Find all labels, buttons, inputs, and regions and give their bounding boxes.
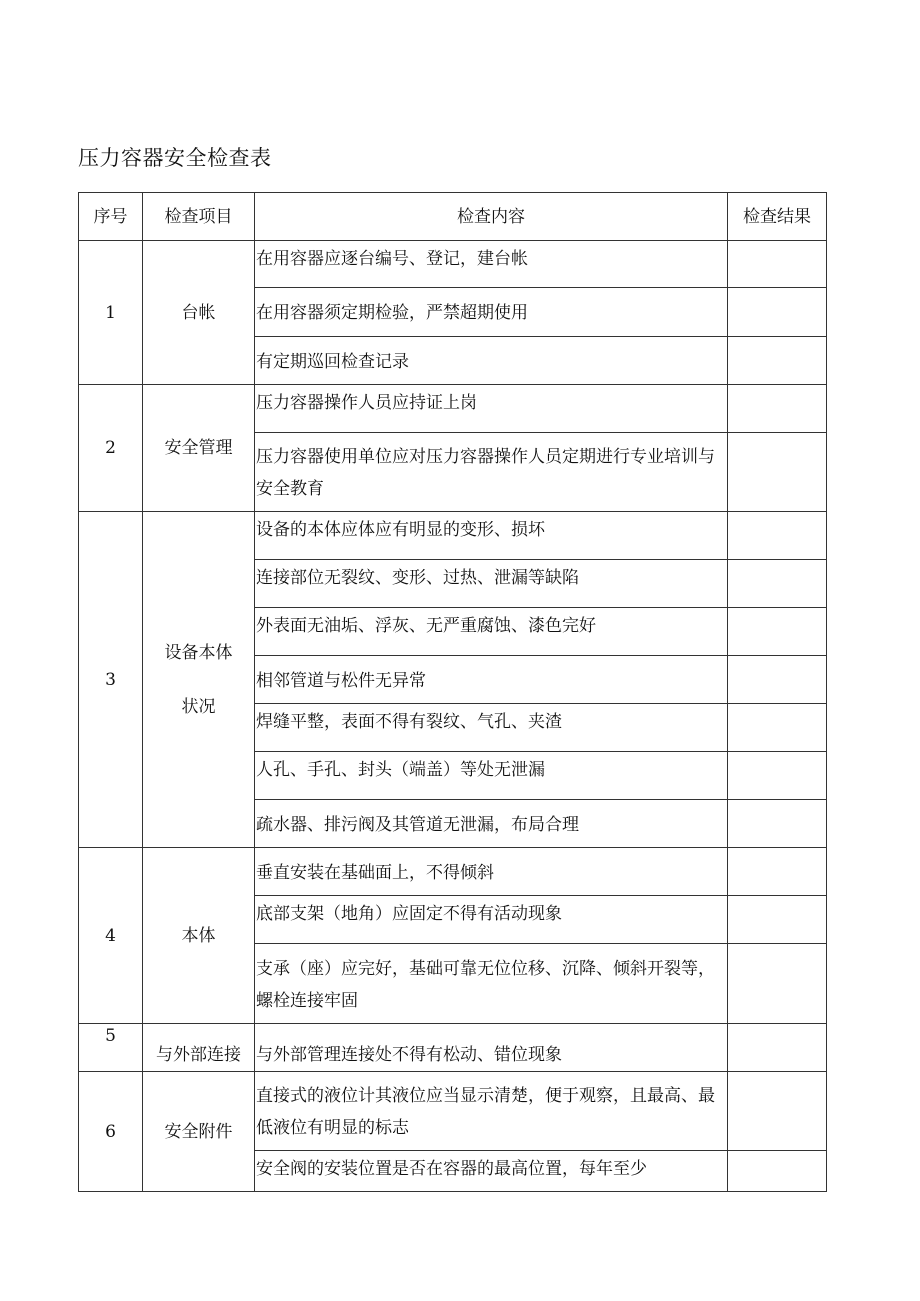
item-cell: [143, 512, 255, 848]
table-row: [79, 512, 827, 560]
content-cell: 安全阀的安装位置是否在容器的最高位置，每年至少: [255, 1151, 728, 1192]
header-result: 检查结果: [728, 193, 827, 241]
result-cell[interactable]: [728, 848, 827, 896]
content-cell: 在用容器须定期检验，严禁超期使用: [255, 288, 728, 337]
result-cell[interactable]: [728, 896, 827, 944]
content-cell: 焊缝平整，表面不得有裂纹、气孔、夹渣: [255, 704, 728, 752]
content-cell: 底部支架（地角）应固定不得有活动现象: [255, 896, 728, 944]
result-cell[interactable]: [728, 608, 827, 656]
item-cell: 安全附件: [143, 1072, 255, 1192]
seq-cell: 2: [79, 385, 143, 512]
result-cell[interactable]: [728, 1024, 827, 1072]
table-row: [79, 848, 827, 896]
content-cell: 人孔、手孔、封头（端盖）等处无泄漏: [255, 752, 728, 800]
item-cell: 安全管理: [143, 385, 255, 512]
content-cell: 疏水器、排污阀及其管道无泄漏，布局合理: [255, 800, 728, 848]
result-cell[interactable]: [728, 560, 827, 608]
result-cell[interactable]: [728, 433, 827, 512]
result-cell[interactable]: [728, 288, 827, 337]
item-cell: 本体: [143, 848, 255, 1024]
result-cell[interactable]: [728, 704, 827, 752]
seq-cell: 1: [79, 241, 143, 385]
result-cell[interactable]: [728, 752, 827, 800]
result-cell[interactable]: [728, 337, 827, 385]
seq-cell: 6: [79, 1072, 143, 1192]
header-seq: 序号: [79, 193, 143, 241]
item-cell: 与外部连接: [143, 1024, 255, 1072]
result-cell[interactable]: [728, 512, 827, 560]
result-cell[interactable]: [728, 1072, 827, 1151]
content-cell: 压力容器使用单位应对压力容器操作人员定期进行专业培训与安全教育: [255, 433, 728, 512]
result-cell[interactable]: [728, 944, 827, 1024]
table-row: [79, 1024, 827, 1072]
content-cell: 设备的本体应体应有明显的变形、损坏: [255, 512, 728, 560]
header-content: 检查内容: [255, 193, 728, 241]
inspection-table: [78, 192, 827, 1192]
seq-cell: 3: [79, 512, 143, 848]
content-cell: 外表面无油垢、浮灰、无严重腐蚀、漆色完好: [255, 608, 728, 656]
content-cell: 连接部位无裂纹、变形、过热、泄漏等缺陷: [255, 560, 728, 608]
table-row: [79, 385, 827, 433]
content-cell: 直接式的液位计其液位应当显示清楚，便于观察，且最高、最低液位有明显的标志: [255, 1072, 728, 1151]
seq-cell: 4: [79, 848, 143, 1024]
content-cell: 在用容器应逐台编号、登记，建台帐: [255, 241, 728, 288]
item-line: 状况: [181, 696, 216, 717]
table-row: [79, 241, 827, 288]
header-item: 检查项目: [143, 193, 255, 241]
content-cell: 支承（座）应完好，基础可靠无位位移、沉降、倾斜开裂等，螺栓连接牢固: [255, 944, 728, 1024]
content-cell: 压力容器操作人员应持证上岗: [255, 385, 728, 433]
result-cell[interactable]: [728, 1151, 827, 1192]
result-cell[interactable]: [728, 656, 827, 704]
result-cell[interactable]: [728, 800, 827, 848]
result-cell[interactable]: [728, 385, 827, 433]
table-row: [79, 1072, 827, 1151]
item-cell: 台帐: [143, 241, 255, 385]
content-cell: 与外部管理连接处不得有松动、错位现象: [255, 1024, 728, 1072]
seq-cell: 5: [79, 1024, 143, 1072]
content-cell: 有定期巡回检查记录: [255, 337, 728, 385]
page-title: 压力容器安全检查表: [78, 146, 272, 170]
header-row: [79, 193, 827, 241]
content-cell: 垂直安装在基础面上，不得倾斜: [255, 848, 728, 896]
item-line: 设备本体: [164, 642, 233, 663]
content-cell: 相邻管道与松件无异常: [255, 656, 728, 704]
result-cell[interactable]: [728, 241, 827, 288]
